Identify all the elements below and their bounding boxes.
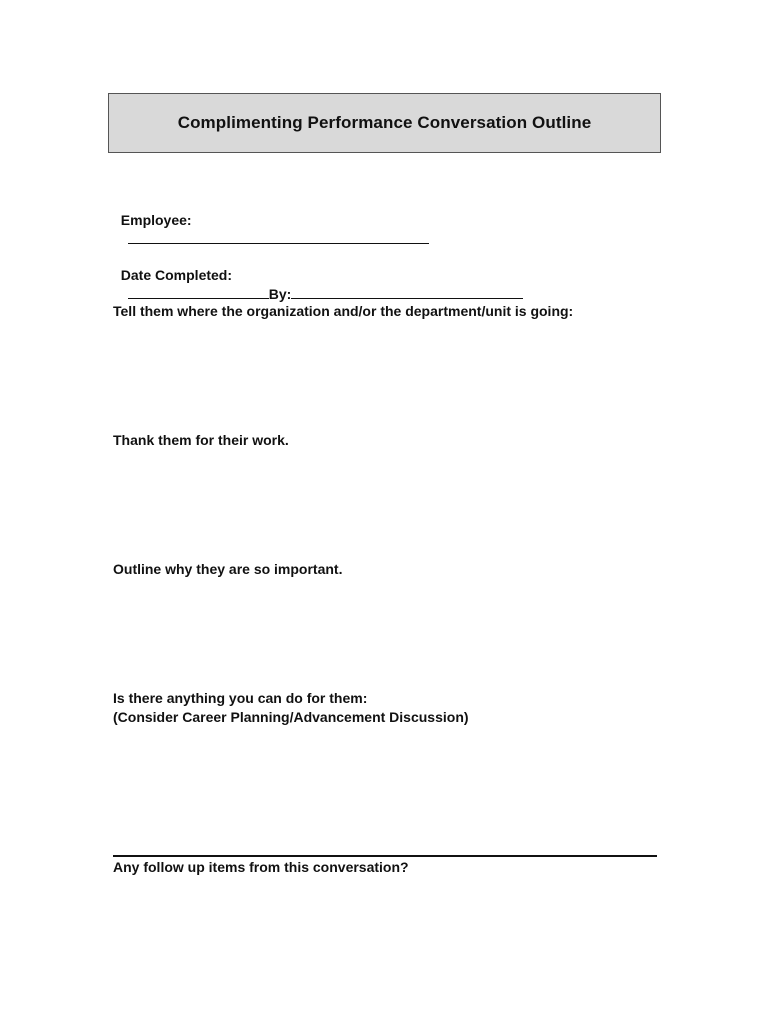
anything-prompt-line-1: Is there anything you can do for them: bbox=[113, 690, 368, 706]
employee-field[interactable] bbox=[128, 231, 429, 244]
direction-prompt: Tell them where the organization and/or the department/unit is going: bbox=[113, 303, 574, 319]
section-divider bbox=[113, 855, 657, 857]
employee-label: Employee: bbox=[120, 212, 192, 228]
anything-prompt-line-2: (Consider Career Planning/Advancement Discussion) bbox=[113, 709, 469, 725]
date-completed-field[interactable] bbox=[128, 286, 269, 299]
follow-up-prompt: Any follow up items from this conversation? bbox=[113, 859, 409, 875]
thank-prompt: Thank them for their work. bbox=[113, 432, 289, 448]
employee-row bbox=[113, 192, 429, 249]
date-completed-row bbox=[113, 247, 523, 304]
page-title: Complimenting Performance Conversation Outline bbox=[177, 113, 592, 132]
title-box bbox=[108, 93, 661, 153]
importance-prompt: Outline why they are so important. bbox=[113, 561, 343, 577]
date-completed-label: Date Completed: bbox=[120, 267, 233, 283]
by-label: By: bbox=[268, 286, 292, 302]
by-field[interactable] bbox=[291, 286, 523, 299]
